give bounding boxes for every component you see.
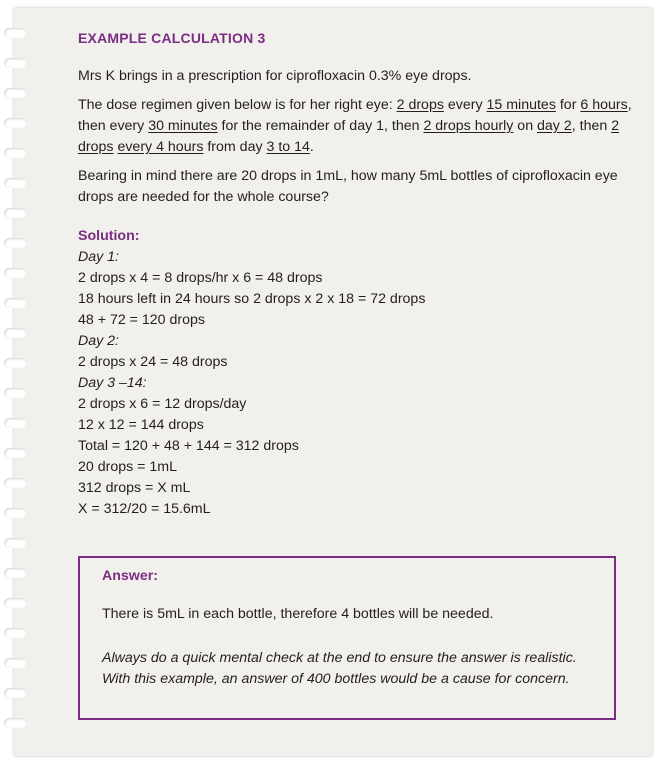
binder-hole [4, 598, 26, 608]
binder-hole [4, 178, 26, 188]
binder-hole [4, 208, 26, 218]
regimen-underlined: 30 minutes [148, 118, 218, 134]
binder-hole [4, 118, 26, 128]
binder-hole [4, 568, 26, 578]
solution-line: 20 drops = 1mL [78, 459, 177, 475]
binder-hole [4, 628, 26, 638]
regimen-text: , then every [78, 97, 632, 134]
regimen-underlined: 2 drops hourly [423, 118, 514, 134]
question-paragraph: Bearing in mind there are 20 drops in 1mL, how many 5mL bottles of ciprofloxacin eye drops are needed for the whole course? [78, 168, 618, 205]
binder-hole [4, 268, 26, 278]
regimen-text: for [555, 97, 581, 113]
intro-paragraph: Mrs K brings in a prescription for ciprofloxacin 0.3% eye drops. [78, 68, 472, 84]
day-1-label: Day 1: [78, 249, 120, 265]
binder-hole [4, 358, 26, 368]
solution-line: 18 hours left in 24 hours so 2 drops x 2 x 18 = 72 drops [78, 291, 426, 307]
binder-hole [4, 658, 26, 668]
binder-hole [4, 388, 26, 398]
solution-line: 48 + 72 = 120 drops [78, 312, 206, 328]
binder-hole [4, 478, 26, 488]
regimen-underlined: 15 minutes [486, 97, 556, 113]
notebook-spiral-holes [0, 0, 40, 764]
regimen-text: every [443, 97, 487, 113]
regimen-text: for the remainder of day 1, then [217, 118, 424, 134]
solution-line: 12 x 12 = 144 drops [78, 417, 204, 433]
answer-text: There is 5mL in each bottle, therefore 4 bottles will be needed. [102, 606, 494, 622]
regimen-underlined: 2 drops [396, 97, 444, 113]
page-title: EXAMPLE CALCULATION 3 [78, 30, 266, 46]
solution-line: 2 drops x 6 = 12 drops/day [78, 396, 247, 412]
regimen-text: on [513, 118, 538, 134]
answer-heading: Answer: [102, 568, 158, 584]
regimen-paragraph [78, 95, 634, 158]
answer-note: Always do a quick mental check at the end to ensure the answer is realistic. With this example, an answer of 400 bottles would be a cause for concern. [102, 650, 577, 687]
solution-line: 2 drops x 24 = 48 drops [78, 354, 228, 370]
binder-hole [4, 88, 26, 98]
solution-line: X = 312/20 = 15.6mL [78, 501, 211, 517]
solution-line: 312 drops = X mL [78, 480, 191, 496]
answer-box [78, 556, 616, 720]
regimen-text: The dose regimen given below is for her right eye: [78, 97, 397, 113]
binder-hole [4, 28, 26, 38]
regimen-text: , then [571, 118, 612, 134]
regimen-underlined: 3 to 14 [266, 139, 310, 155]
regimen-text: from day [203, 139, 267, 155]
binder-hole [4, 508, 26, 518]
regimen-underlined: every 4 hours [117, 139, 204, 155]
regimen-underlined: 2 drops [78, 118, 620, 155]
binder-hole [4, 58, 26, 68]
solution-line: 2 drops x 4 = 8 drops/hr x 6 = 48 drops [78, 270, 323, 286]
binder-hole [4, 328, 26, 338]
binder-hole [4, 448, 26, 458]
binder-hole [4, 238, 26, 248]
day-3-14-label: Day 3 –14: [78, 375, 147, 391]
solution-line: Total = 120 + 48 + 144 = 312 drops [78, 438, 299, 454]
binder-hole [4, 718, 26, 728]
day-2-label: Day 2: [78, 333, 120, 349]
binder-hole [4, 418, 26, 428]
binder-hole [4, 688, 26, 698]
calculation-content [78, 28, 634, 520]
regimen-underlined: day 2 [537, 118, 572, 134]
regimen-text: . [309, 139, 314, 155]
solution-heading: Solution: [78, 228, 140, 244]
binder-hole [4, 298, 26, 308]
binder-hole [4, 538, 26, 548]
regimen-underlined: 6 hours [580, 97, 628, 113]
binder-hole [4, 148, 26, 158]
